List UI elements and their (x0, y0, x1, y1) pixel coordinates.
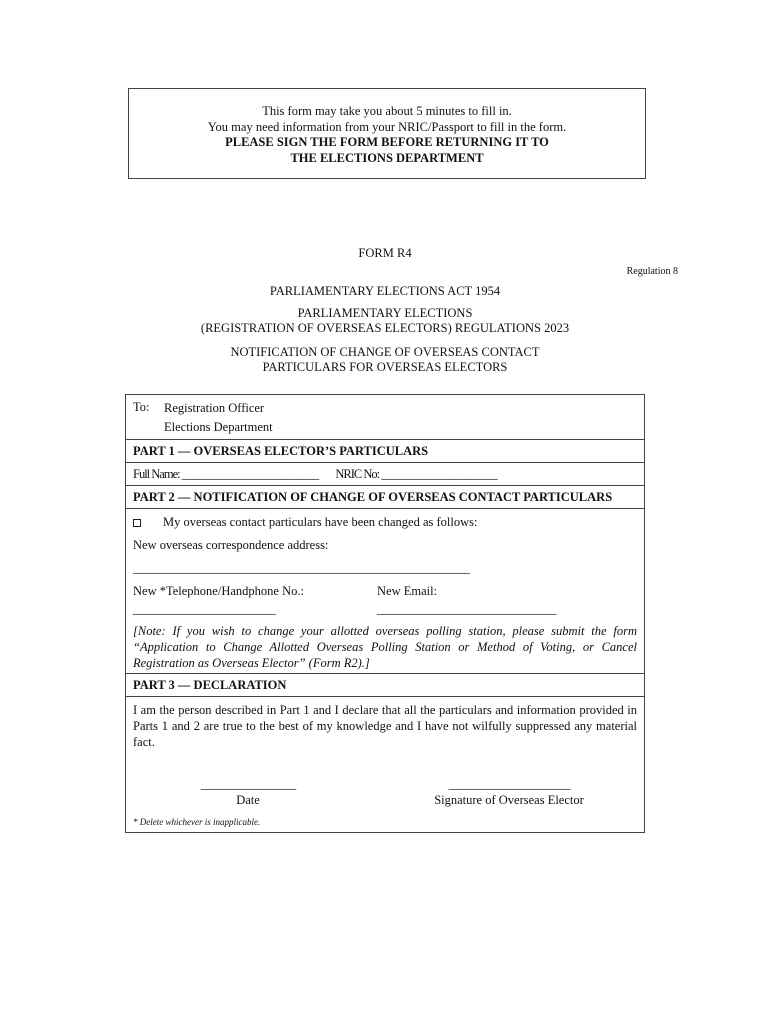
address-field[interactable]: ________________________________________________________________ (133, 561, 469, 575)
part1-fields (126, 463, 644, 486)
regulations-title-2: (REGISTRATION OF OVERSEAS ELECTORS) REGULATIONS 2023 (200, 321, 570, 335)
full-name-field[interactable]: Full Name: __________________________ (133, 467, 319, 481)
part2-body (126, 509, 644, 674)
regulations-title-1: PARLIAMENTARY ELECTIONS (297, 306, 473, 320)
instruction-dept: THE ELECTIONS DEPARTMENT (290, 150, 484, 165)
address-label: New overseas correspondence address: (133, 538, 329, 552)
part1-heading: PART 1 — OVERSEAS ELECTOR’S PARTICULARS (126, 440, 644, 463)
email-label: New Email: (377, 584, 438, 598)
declaration-text: I am the person described in Part 1 and I declare that all the particulars and information provided in Parts 1 and 2 are true to the best of my knowledge and I have not wilfully suppressed any material fact. (133, 703, 637, 749)
addressee (126, 395, 644, 440)
signature-field[interactable]: _______________________ (448, 777, 570, 791)
addressee-dept: Elections Department (164, 420, 273, 434)
footnote: * Delete whichever is inapplicable. (133, 817, 261, 827)
date-field[interactable]: __________________ (200, 777, 296, 791)
instruction-time: This form may take you about 5 minutes to fill in. (262, 104, 512, 118)
part2-heading: PART 2 — NOTIFICATION OF CHANGE OF OVERSEAS CONTACT PARTICULARS (126, 486, 644, 509)
form-number: FORM R4 (358, 246, 412, 260)
signature-label: Signature of Overseas Elector (434, 793, 584, 807)
part3-body (126, 697, 644, 832)
act-title: PARLIAMENTARY ELECTIONS ACT 1954 (269, 284, 501, 298)
form-subject-1: NOTIFICATION OF CHANGE OF OVERSEAS CONTACT (230, 345, 540, 359)
to-label: To: (133, 400, 150, 414)
instruction-sign: PLEASE SIGN THE FORM BEFORE RETURNING IT TO (225, 135, 549, 149)
change-checkbox[interactable] (133, 519, 141, 527)
form-r2-note: [Note: If you wish to change your allotted overseas polling station, please submit the form “Application to Change Allotted Overseas Polling Station or Method of Voting, or Cancel Registration as Overseas Elector” (Form R2).] (133, 624, 637, 670)
phone-field[interactable]: ___________________________ (133, 602, 275, 616)
email-field[interactable]: __________________________________ (377, 602, 556, 616)
instruction-info: You may need information from your NRIC/Passport to fill in the form. (207, 119, 567, 134)
date-label: Date (236, 793, 260, 807)
regulation-ref: Regulation 8 (626, 266, 678, 277)
phone-label: New *Telephone/Handphone No.: (133, 584, 304, 598)
change-checkbox-label: My overseas contact particulars have been changed as follows: (163, 515, 478, 529)
part3-heading: PART 3 — DECLARATION (126, 674, 644, 697)
nric-field[interactable]: NRIC No: ______________________ (335, 467, 497, 481)
instructions-box (128, 88, 646, 179)
form-subject-2: PARTICULARS FOR OVERSEAS ELECTORS (262, 360, 508, 374)
addressee-officer: Registration Officer (164, 401, 265, 415)
form-table (125, 394, 645, 833)
